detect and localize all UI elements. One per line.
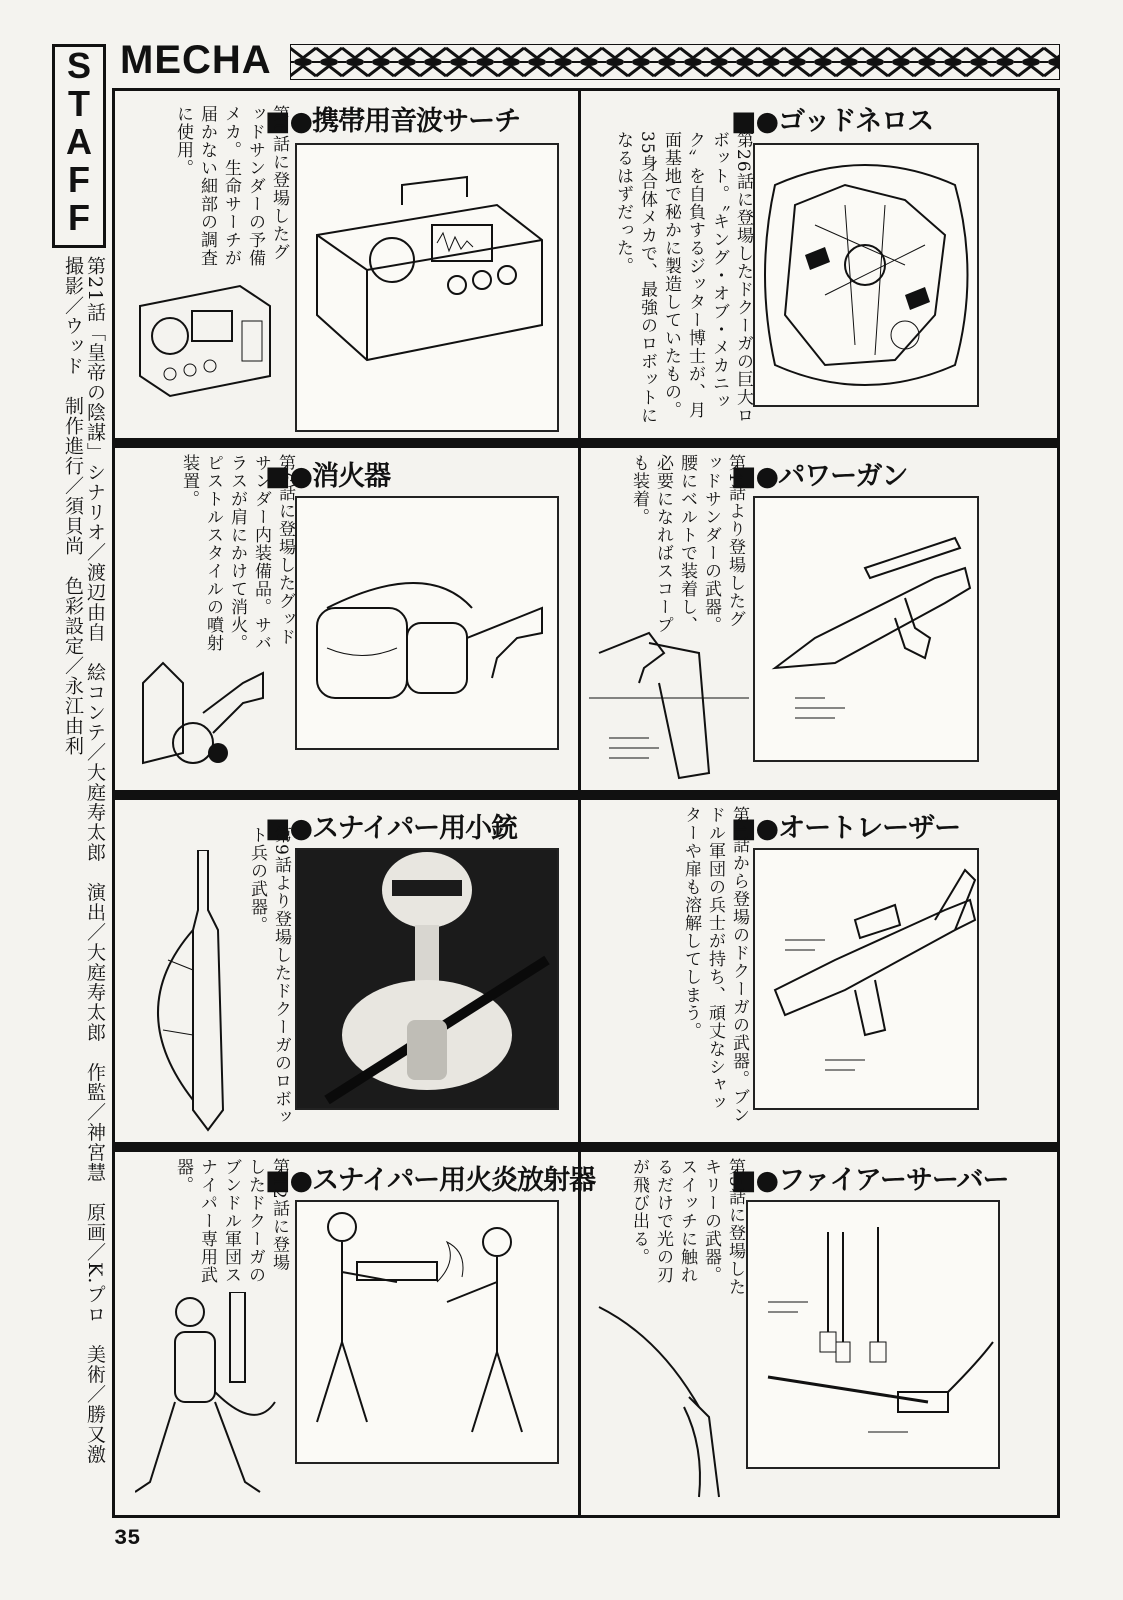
robot-soldier-photo	[295, 848, 559, 1110]
flamethrower-soldier-sketch	[135, 1292, 285, 1502]
panel-description: 第1話より登場したグッドサンダーの武器。腰にベルトで装着し、必要になればスコープも装着。	[629, 454, 745, 634]
grid-divider	[112, 438, 1060, 448]
panel-description: 第26話に登場したドクーガの巨大ロボット。〝キング・オブ・メカニック〟を自負するジッター博士が、月面基地で秘かに製造していたもの。35身合体メカで、最強のロボットになるはずだった。	[613, 131, 753, 425]
flamethrower-illustration	[295, 1200, 559, 1464]
panel-title: ■●スナイパー用火炎放射器	[265, 1165, 596, 1196]
power-gun-holster-sketch	[589, 623, 749, 783]
section-title: MECHA	[120, 38, 272, 82]
staff-credits	[62, 256, 108, 1486]
panel-title: ■●消火器	[265, 461, 391, 492]
panel-description: 第1話から登場のドクーガの武器。ブンドル軍団の兵士が持ち、頑丈なシャッターや扉も溶解してしまう。	[681, 806, 749, 1124]
grid-divider	[112, 1142, 1060, 1152]
panel-title: ■●オートレーザー	[731, 813, 961, 844]
panel-description: 第6話に登場したグッドサンダー内装備品。サバラスが肩にかけて消火。ピストルスタイルの噴射装置。	[179, 454, 295, 652]
panel-title: ■●ゴッドネロス	[731, 106, 934, 137]
panel-description: 第6話に登場したグッドサンダーの予備メカ。生命サーチが届かない細部の調査に使用。	[173, 105, 289, 267]
mecha-panel	[581, 91, 1057, 438]
mecha-panel	[115, 448, 578, 790]
panel-description: 第12話に登場したドクーガのブンドル軍団スナイパー専用武器。	[173, 1158, 289, 1284]
staff-letter: F	[68, 197, 90, 238]
mecha-panel	[115, 800, 578, 1142]
staff-label	[52, 44, 106, 248]
power-gun-illustration	[753, 496, 979, 762]
auto-laser-illustration	[753, 848, 979, 1110]
staff-letter: T	[68, 83, 90, 124]
extinguisher-sketch	[123, 643, 273, 783]
mecha-panel	[115, 1152, 596, 1515]
mecha-panel	[581, 800, 1057, 1142]
panel-title: ■●スナイパー用小銃	[265, 813, 518, 844]
staff-letter: F	[68, 159, 90, 200]
fire-saber-sketch	[589, 1297, 739, 1507]
staff-letter: S	[66, 45, 91, 86]
panel-title: ■●携帯用音波サーチ	[265, 106, 521, 137]
sonic-search-sketch	[130, 266, 280, 406]
panel-description: 第5話に登場したキリーの武器。スイッチに触れるだけで光の刃が飛び出る。	[629, 1158, 745, 1296]
god-neros-illustration	[753, 143, 979, 407]
mecha-panel	[115, 91, 578, 438]
panel-title: ■●ファイアーサーバー	[731, 1165, 1009, 1196]
extinguisher-illustration	[295, 496, 559, 750]
mecha-panel	[581, 448, 1057, 790]
page-number: 35	[114, 1526, 141, 1551]
mecha-panel	[581, 1152, 1057, 1515]
panel-description: 第9話より登場したドクーガのロボット兵の武器。	[247, 826, 291, 1126]
panel-title: ■●パワーガン	[731, 461, 908, 492]
grid-divider	[112, 790, 1060, 800]
sniper-rifle-sketch	[123, 850, 233, 1135]
sonic-search-illustration	[295, 143, 559, 432]
fire-saber-illustration	[746, 1200, 1000, 1469]
staff-credits-text: 第21話「皇帝の陰謀」シナリオ／渡辺由自 絵コンテ／大庭寿太郎 演出／大庭寿太郎 作監／神宮慧 原画／K.プロ 美術／勝又激 撮影／ウッド 制作進行／須貝尚 色彩設定／永江由利	[62, 256, 106, 1485]
staff-letter: A	[66, 121, 92, 162]
decorative-banner	[290, 44, 1060, 80]
